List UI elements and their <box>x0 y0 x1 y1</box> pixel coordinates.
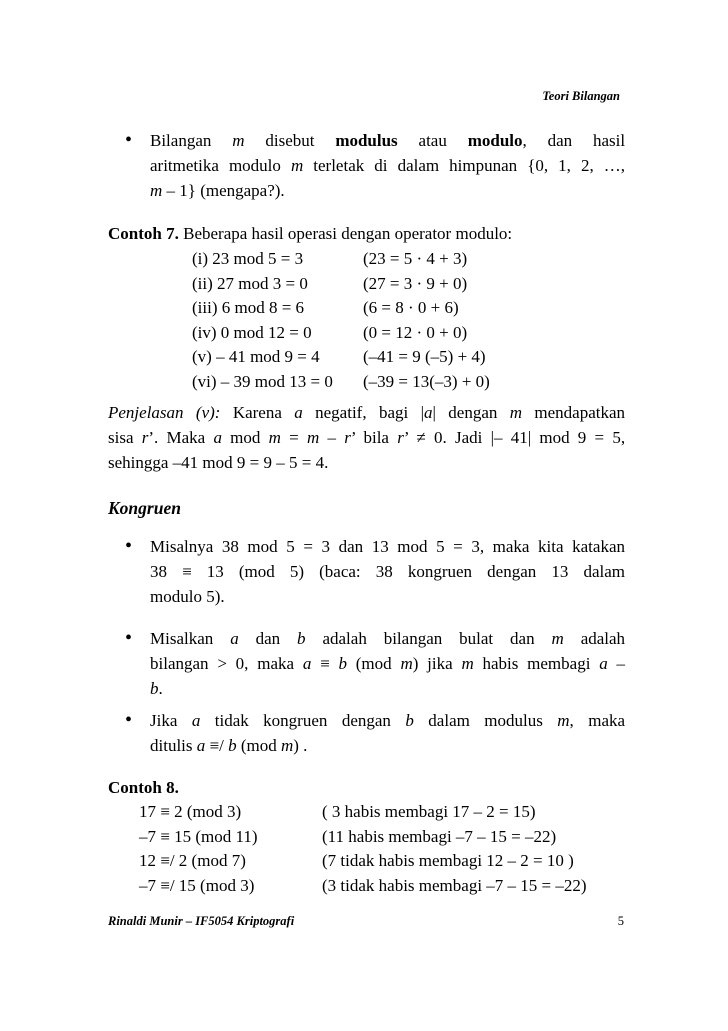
example8-label: Contoh 8. <box>108 778 179 797</box>
kongruen-b1-line-1: Misalnya 38 mod 5 = 3 dan 13 mod 5 = 3, maka kita katakan <box>150 537 625 556</box>
example8-row-right: (3 tidak habis membagi –7 – 15 = –22) <box>322 875 587 895</box>
example7-row-right: (0 = 12 · 0 + 0) <box>363 322 468 342</box>
kongruen-b2-line-2: bilangan > 0, maka a ≡ b (mod m) jika m habis membagi a – <box>150 654 625 673</box>
example8-row-left: –7 ≡/ 15 (mod 3) <box>139 875 255 895</box>
example7-row-right: (23 = 5 · 4 + 3) <box>363 249 468 268</box>
intro-line-2: aritmetika modulo m terletak di dalam himpunan {0, 1, 2, …, <box>150 156 625 175</box>
example8-row-left: 12 ≡/ 2 (mod 7) <box>139 851 246 870</box>
kongruen-b2-line-1: Misalkan a dan b adalah bilangan bulat dan m adalah <box>150 629 626 648</box>
bullet-icon: • <box>125 129 133 151</box>
intro-line-3: m – 1} (mengapa?). <box>150 181 285 200</box>
example7-row-left: (v) – 41 mod 9 = 4 <box>192 347 320 366</box>
example7-row-right: (27 = 3 · 9 + 0) <box>363 273 468 293</box>
example7-row-right: (6 = 8 · 0 + 6) <box>363 298 459 317</box>
example8-row-left: –7 ≡ 15 (mod 11) <box>139 826 258 846</box>
page-number: 5 <box>617 914 624 928</box>
kongruen-b2-line-3: b. <box>150 679 163 698</box>
section-title-kongruen: Kongruen <box>108 498 181 518</box>
example8-row-right: (11 habis membagi –7 – 15 = –22) <box>322 826 557 846</box>
example7-row-right: (–41 = 9 (–5) + 4) <box>363 347 486 366</box>
kongruen-b1-line-3: modulo 5). <box>150 587 225 606</box>
explanation-line-3: sehingga –41 mod 9 = 9 – 5 = 4. <box>108 453 329 472</box>
example8-row-right: ( 3 habis membagi 17 – 2 = 15) <box>322 802 536 821</box>
example7-row-left: (iv) 0 mod 12 = 0 <box>192 322 312 342</box>
example7-row-left: (ii) 27 mod 3 = 0 <box>192 273 308 293</box>
example8-row-left: 17 ≡ 2 (mod 3) <box>139 802 242 821</box>
example7-row-left: (i) 23 mod 5 = 3 <box>192 249 304 268</box>
example7-intro: Contoh 7. Beberapa hasil operasi dengan operator modulo: <box>108 224 513 243</box>
example7-row-left: (vi) – 39 mod 13 = 0 <box>192 371 333 391</box>
footer-author: Rinaldi Munir – IF5054 Kriptografi <box>108 914 295 928</box>
explanation-line-1: Penjelasan (v): Karena a negatif, bagi |a| dengan m mendapatkan <box>108 403 626 422</box>
example8-row-right: (7 tidak habis membagi 12 – 2 = 10 ) <box>322 851 574 870</box>
running-header: Teori Bilangan <box>542 89 620 103</box>
kongruen-b1-line-2: 38 ≡ 13 (mod 5) (baca: 38 kongruen dengan 13 dalam <box>150 562 625 581</box>
kongruen-b3-line-2: ditulis a ≡/ b (mod m) . <box>150 736 308 755</box>
bullet-icon: • <box>125 535 133 557</box>
example7-row-right: (–39 = 13(–3) + 0) <box>363 371 490 391</box>
intro-line-1: Bilangan m disebut modulus atau modulo, dan hasil <box>150 131 626 150</box>
bullet-icon: • <box>125 627 133 649</box>
bullet-icon: • <box>125 709 133 731</box>
explanation-line-2: sisa r’. Maka a mod m = m – r’ bila r’ ≠ 0. Jadi |– 41| mod 9 = 5, <box>108 428 626 447</box>
example7-row-left: (iii) 6 mod 8 = 6 <box>192 298 305 317</box>
kongruen-b3-line-1: Jika a tidak kongruen dengan b dalam modulus m, maka <box>150 711 626 730</box>
